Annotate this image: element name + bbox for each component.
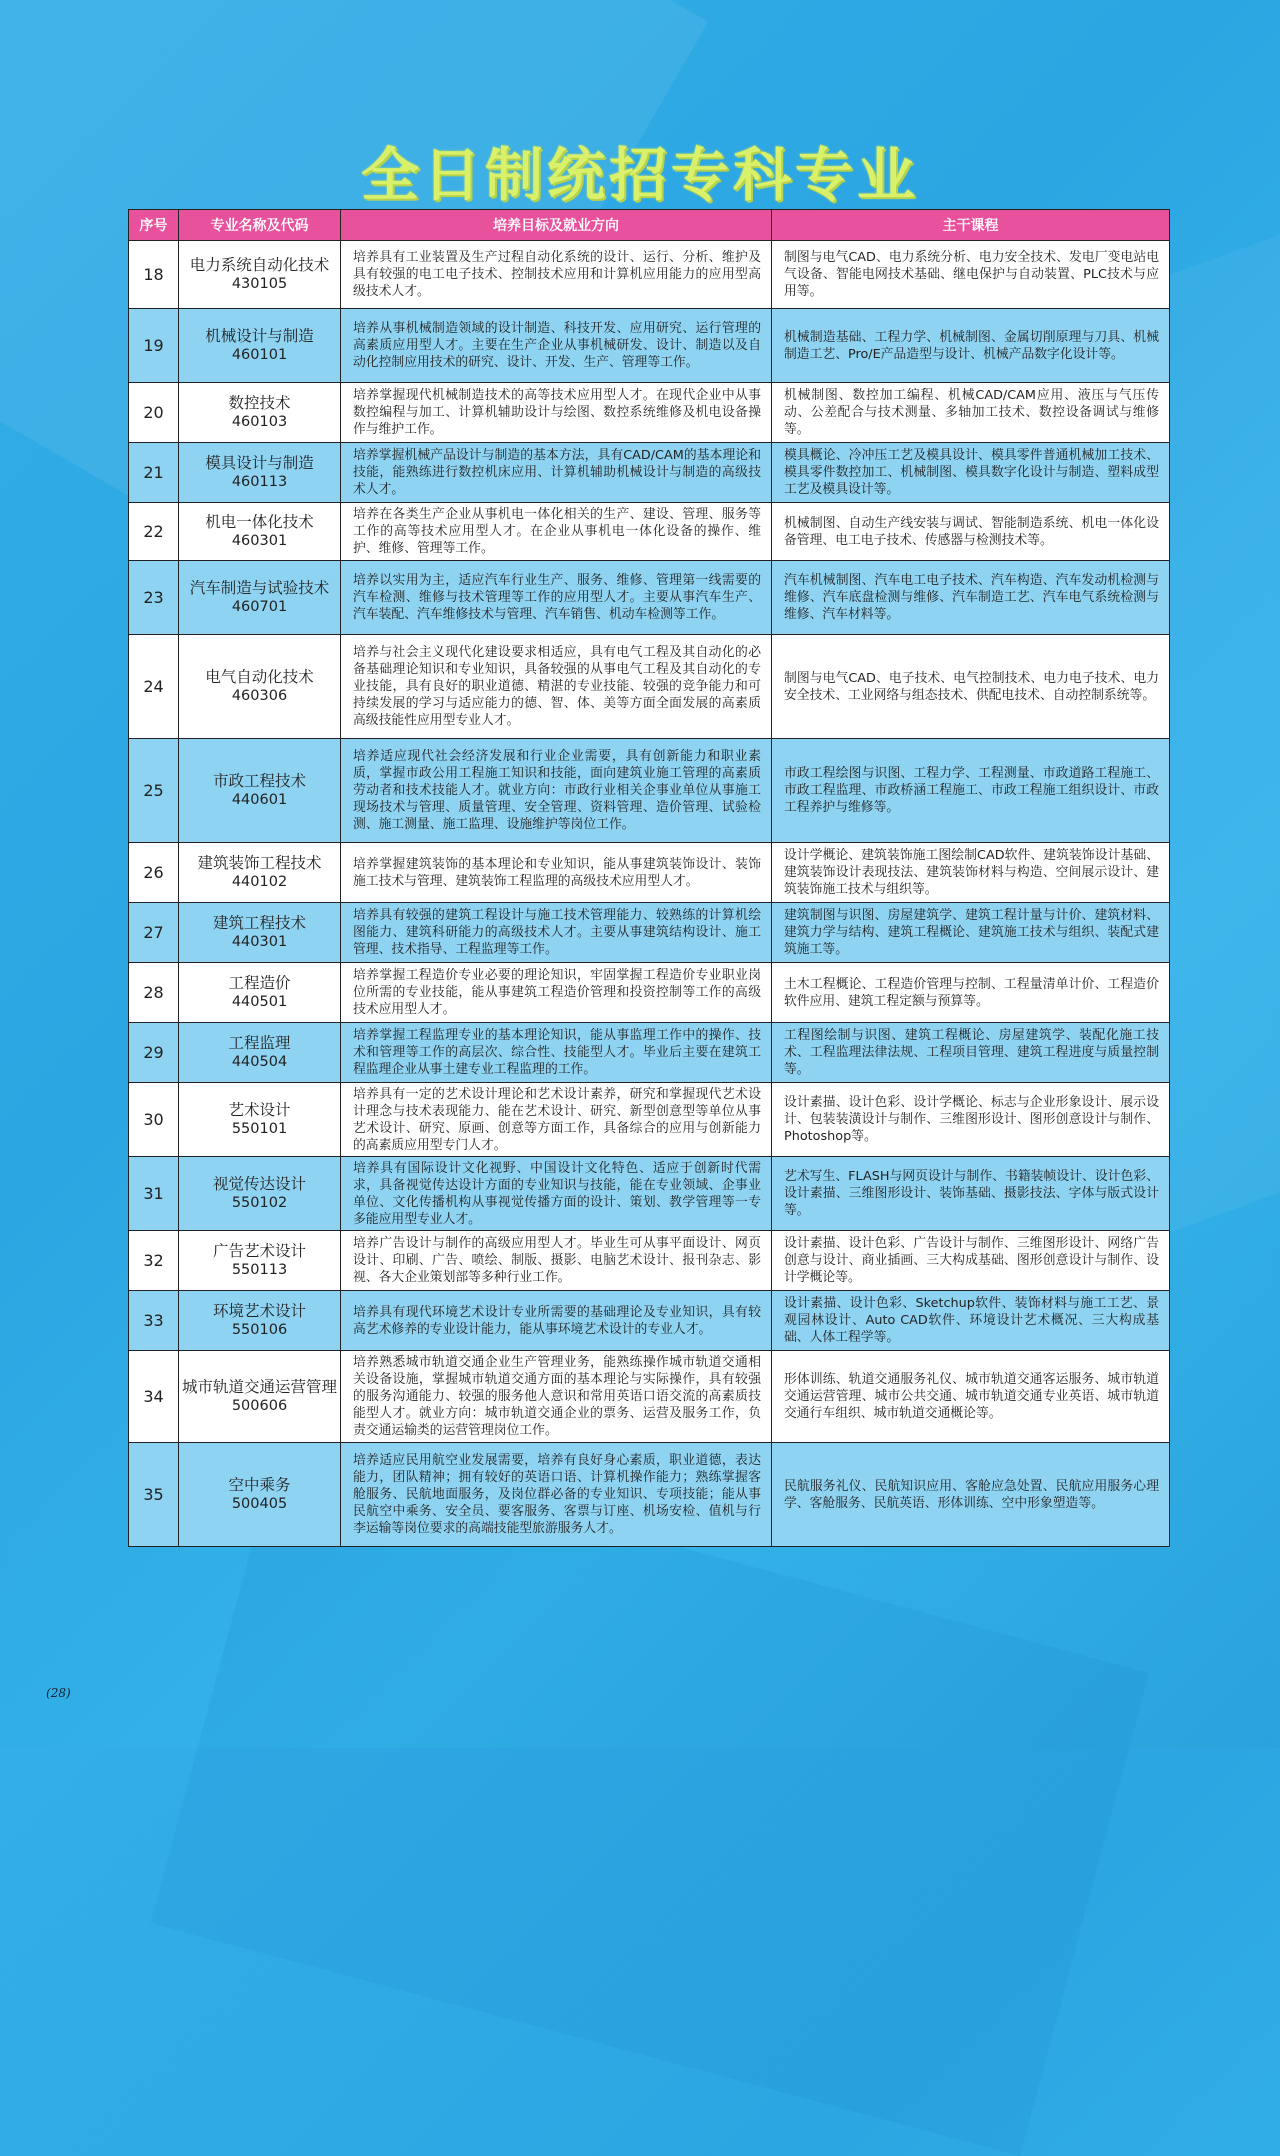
row-number: 20	[129, 383, 179, 443]
course-cell	[772, 1291, 1170, 1351]
row-number: 28	[129, 963, 179, 1023]
major-cell	[179, 739, 341, 843]
row-number: 18	[129, 241, 179, 309]
page-number: (28)	[46, 1686, 71, 1700]
major-code: 440501	[231, 994, 288, 1010]
major-cell	[179, 1351, 341, 1443]
major-name: 工程造价	[228, 974, 291, 992]
course-text: 土木工程概论、工程造价管理与控制、工程量清单计价、工程造价软件应用、建筑工程定额与预算等。	[784, 976, 1159, 1009]
major-name: 机电一体化技术	[205, 513, 314, 531]
table-row	[129, 739, 1170, 843]
goal-cell	[341, 1083, 772, 1157]
course-text: 形体训练、轨道交通服务礼仪、城市轨道交通客运服务、城市轨道交通运营管理、城市公共交通、城市轨道交通专业英语、城市轨道交通行车组织、城市轨道交通概论等。	[784, 1372, 1159, 1421]
major-cell	[179, 1443, 341, 1547]
goal-cell	[341, 1157, 772, 1231]
course-cell	[772, 241, 1170, 309]
major-code: 460306	[231, 688, 288, 704]
row-number: 19	[129, 309, 179, 383]
course-cell	[772, 1231, 1170, 1291]
course-cell	[772, 1083, 1170, 1157]
course-cell	[772, 1351, 1170, 1443]
major-name: 广告艺术设计	[212, 1242, 306, 1260]
course-cell	[772, 561, 1170, 635]
table-row	[129, 443, 1170, 503]
course-cell	[772, 383, 1170, 443]
table-row	[129, 241, 1170, 309]
goal-text: 培养掌握建筑装饰的基本理论和专业知识，能从事建筑装饰设计、装饰施工技术与管理、建筑装饰工程监理的高级技术应用型人才。	[353, 856, 761, 889]
major-code: 500606	[231, 1398, 288, 1414]
major-cell	[179, 503, 341, 561]
goal-cell	[341, 1443, 772, 1547]
course-cell	[772, 963, 1170, 1023]
row-number: 21	[129, 443, 179, 503]
major-code: 440102	[231, 874, 288, 890]
table-row	[129, 1351, 1170, 1443]
goal-cell	[341, 309, 772, 383]
course-cell	[772, 635, 1170, 739]
major-code: 460113	[231, 474, 288, 490]
goal-text: 培养适应现代社会经济发展和行业企业需要，具有创新能力和职业素质，掌握市政公用工程施工知识和技能，面向建筑业施工管理的高素质劳动者和技术技能人才。就业方向：市政行业相关企事业单位从事施工现场技术与管理、质量管理、安全管理、资料管理、造价管理、试验检测、施工测量、施工监理、设施维护等岗位工作。	[353, 749, 761, 832]
major-name: 电气自动化技术	[205, 668, 314, 686]
table-row	[129, 1157, 1170, 1231]
row-number: 23	[129, 561, 179, 635]
major-cell	[179, 1157, 341, 1231]
major-cell	[179, 241, 341, 309]
major-cell	[179, 635, 341, 739]
course-cell	[772, 1443, 1170, 1547]
row-number: 33	[129, 1291, 179, 1351]
major-cell	[179, 309, 341, 383]
row-number: 32	[129, 1231, 179, 1291]
goal-text: 培养熟悉城市轨道交通企业生产管理业务，能熟练操作城市轨道交通相关设备设施，掌握城市轨道交通方面的基本理论与实际操作，具有较强的服务沟通能力、较强的服务他人意识和常用英语口语交流的高素质技能型人才。就业方向：城市轨道交通企业的票务、运营及服务工作，负责交通运输类的运营管理岗位工作。	[353, 1355, 761, 1438]
goal-text: 培养掌握工程监理专业的基本理论知识，能从事监理工作中的操作、技术和管理等工作的高层次、综合性、技能型人才。毕业后主要在建筑工程监理企业从事土建专业工程监理的工作。	[353, 1028, 761, 1077]
row-number: 22	[129, 503, 179, 561]
major-cell	[179, 903, 341, 963]
goal-cell	[341, 903, 772, 963]
table-row	[129, 635, 1170, 739]
course-text: 市政工程绘图与识图、工程力学、工程测量、市政道路工程施工、市政工程监理、市政桥涵工程施工、市政工程施工组织设计、市政工程养护与维修等。	[784, 766, 1159, 815]
table-row	[129, 1023, 1170, 1083]
major-cell	[179, 1231, 341, 1291]
row-number: 35	[129, 1443, 179, 1547]
course-cell	[772, 843, 1170, 903]
major-name: 建筑装饰工程技术	[197, 854, 322, 872]
row-number: 31	[129, 1157, 179, 1231]
goal-text: 培养具有现代环境艺术设计专业所需要的基础理论及专业知识，具有较高艺术修养的专业设计能力，能从事环境艺术设计的专业人才。	[353, 1304, 761, 1337]
goal-text: 培养具有工业装置及生产过程自动化系统的设计、运行、分析、维护及具有较强的电工电子技术、控制技术应用和计算机应用能力的应用型高级技术人才。	[353, 250, 761, 299]
goal-cell	[341, 241, 772, 309]
course-text: 艺术写生、FLASH与网页设计与制作、书籍装帧设计、设计色彩、设计素描、三维图形设计、装饰基础、摄影技法、字体与版式设计等。	[784, 1169, 1159, 1218]
major-cell	[179, 1023, 341, 1083]
goal-cell	[341, 1351, 772, 1443]
goal-text: 培养具有一定的艺术设计理论和艺术设计素养，研究和掌握现代艺术设计理念与技术表现能力、能在艺术设计、研究、新型创意型等单位从事艺术设计、研究、原画、创意等方面工作，具备综合的应用与创新能力的高素质应用型专门人才。	[353, 1086, 761, 1153]
major-code: 460301	[231, 533, 288, 549]
major-code: 440504	[231, 1054, 288, 1070]
major-name: 建筑工程技术	[212, 914, 306, 932]
table-row	[129, 1231, 1170, 1291]
goal-cell	[341, 635, 772, 739]
major-code: 440301	[231, 934, 288, 950]
course-text: 设计素描、设计色彩、Sketchup软件、装饰材料与施工工艺、景观园林设计、Auto CAD软件、环境设计艺术概况、三大构成基础、人体工程学等。	[784, 1296, 1159, 1345]
table-row	[129, 383, 1170, 443]
goal-text: 培养与社会主义现代化建设要求相适应，具有电气工程及其自动化的必备基础理论知识和专业知识，具备较强的从事电气工程及其自动化的专业技能，具有良好的职业道德、精湛的专业技能、较强的竞争能力和可持续发展的学习与适应能力的德、智、体、美等方面全面发展的高素质高级技能性应用型专业人才。	[353, 645, 761, 728]
header-goal: 培养目标及就业方向	[341, 210, 772, 241]
table-row	[129, 309, 1170, 383]
page-number-value: 28	[50, 1686, 66, 1700]
course-text: 设计素描、设计色彩、广告设计与制作、三维图形设计、网络广告创意与设计、商业插画、三大构成基础、图形创意设计与制作、设计学概论等。	[784, 1236, 1159, 1285]
major-name: 城市轨道交通运营管理	[181, 1378, 337, 1396]
major-name: 环境艺术设计	[212, 1302, 306, 1320]
major-code: 550102	[231, 1195, 288, 1211]
goal-text: 培养掌握工程造价专业必要的理论知识，牢固掌握工程造价专业职业岗位所需的专业技能，能从事建筑工程造价管理和投资控制等工作的高级技术应用型人才。	[353, 968, 761, 1017]
course-text: 设计素描、设计色彩、设计学概论、标志与企业形象设计、展示设计、包装装潢设计与制作、三维图形设计、图形创意设计与制作、Photoshop等。	[784, 1095, 1159, 1144]
goal-cell	[341, 561, 772, 635]
table-row	[129, 1083, 1170, 1157]
table-header-row	[129, 210, 1170, 241]
major-code: 550113	[231, 1262, 288, 1278]
goal-text: 培养从事机械制造领域的设计制造、科技开发、应用研究、运行管理的高素质应用型人才。主要在生产企业从事机械研发、设计、制造以及自动化控制应用技术的研究、设计、开发、生产、管理等工作。	[353, 321, 761, 370]
table-row	[129, 503, 1170, 561]
row-number: 30	[129, 1083, 179, 1157]
majors-table	[128, 209, 1170, 1547]
course-text: 机械制图、自动生产线安装与调试、智能制造系统、机电一体化设备管理、电工电子技术、传感器与检测技术等。	[784, 515, 1159, 548]
course-text: 设计学概论、建筑装饰施工图绘制CAD软件、建筑装饰设计基础、建筑装饰设计表现技法、建筑装饰材料与构造、空间展示设计、建筑装饰施工技术与组织等。	[784, 848, 1159, 897]
course-cell	[772, 309, 1170, 383]
row-number: 27	[129, 903, 179, 963]
course-text: 机械制造基础、工程力学、机械制图、金属切削原理与刀具、机械制造工艺、Pro/E产品造型与设计、机械产品数字化设计等。	[784, 329, 1159, 362]
major-name: 电力系统自动化技术	[189, 256, 330, 274]
goal-text: 培养掌握机械产品设计与制造的基本方法，具有CAD/CAM的基本理论和技能，能熟练进行数控机床应用、计算机辅助机械设计与制造的高级技术人才。	[353, 448, 761, 497]
row-number: 26	[129, 843, 179, 903]
course-text: 工程图绘制与识图、建筑工程概论、房屋建筑学、装配化施工技术、工程监理法律法规、工程项目管理、建筑工程进度与质量控制等。	[784, 1028, 1159, 1077]
goal-text: 培养在各类生产企业从事机电一体化相关的生产、建设、管理、服务等工作的高等技术应用型人才。在企业从事机电一体化设备的操作、维护、维修、管理等工作。	[353, 507, 761, 556]
header-course: 主干课程	[772, 210, 1170, 241]
major-code: 550106	[231, 1322, 288, 1338]
course-text: 制图与电气CAD、电力系统分析、电力安全技术、发电厂变电站电气设备、智能电网技术基础、继电保护与自动装置、PLC技术与应用等。	[784, 250, 1159, 299]
major-code: 440601	[231, 792, 288, 808]
course-text: 建筑制图与识图、房屋建筑学、建筑工程计量与计价、建筑材料、建筑力学与结构、建筑工程概论、建筑施工技术与组织、装配式建筑施工等。	[784, 908, 1159, 957]
course-cell	[772, 903, 1170, 963]
major-code: 430105	[231, 276, 288, 292]
table-row	[129, 963, 1170, 1023]
major-cell	[179, 963, 341, 1023]
row-number: 24	[129, 635, 179, 739]
major-code: 550101	[231, 1121, 288, 1137]
goal-cell	[341, 383, 772, 443]
goal-text: 培养具有国际设计文化视野、中国设计文化特色、适应于创新时代需求，具备视觉传达设计方面的专业知识与技能，能在专业领域、企事业单位、文化传播机构从事视觉传播方面的设计、策划、教学管理等一专多能应用型专业人才。	[353, 1160, 761, 1227]
major-cell	[179, 443, 341, 503]
major-name: 市政工程技术	[212, 772, 306, 790]
course-cell	[772, 739, 1170, 843]
major-code: 460101	[231, 347, 288, 363]
course-text: 民航服务礼仪、民航知识应用、客舱应急处置、民航应用服务心理学、客舱服务、民航英语、形体训练、空中形象塑造等。	[784, 1478, 1159, 1511]
header-no: 序号	[129, 210, 179, 241]
major-code: 460701	[231, 599, 288, 615]
page-title: 全日制统招专科专业	[360, 141, 919, 209]
goal-cell	[341, 843, 772, 903]
course-text: 汽车机械制图、汽车电工电子技术、汽车构造、汽车发动机检测与维修、汽车底盘检测与维修、汽车制造工艺、汽车电气系统检测与维修、汽车材料等。	[784, 573, 1159, 622]
table-row	[129, 1443, 1170, 1547]
major-name: 艺术设计	[228, 1101, 291, 1119]
table-body	[129, 241, 1170, 1547]
goal-text: 培养广告设计与制作的高级应用型人才。毕业生可从事平面设计、网页设计、印刷、广告、喷绘、制版、摄影、电脑艺术设计、报刊杂志、影视、各大企业策划部等多种行业工作。	[353, 1236, 761, 1285]
course-cell	[772, 1023, 1170, 1083]
major-name: 模具设计与制造	[205, 454, 314, 472]
goal-cell	[341, 1291, 772, 1351]
major-name: 视觉传达设计	[212, 1175, 306, 1193]
course-cell	[772, 503, 1170, 561]
goal-cell	[341, 1023, 772, 1083]
major-code: 500405	[231, 1496, 288, 1512]
major-name: 数控技术	[228, 394, 291, 412]
major-cell	[179, 1083, 341, 1157]
major-code: 460103	[231, 414, 288, 430]
goal-text: 培养以实用为主，适应汽车行业生产、服务、维修、管理第一线需要的汽车检测、维修与技术管理等工作的应用型人才。主要从事汽车生产、汽车装配、汽车维修技术与管理、汽车销售、机动车检测等工作。	[353, 573, 761, 622]
major-cell	[179, 843, 341, 903]
goal-cell	[341, 503, 772, 561]
table-row	[129, 843, 1170, 903]
goal-text: 培养具有较强的建筑工程设计与施工技术管理能力、较熟练的计算机绘图能力、建筑科研能力的高级技术人才。主要从事建筑结构设计、施工管理、技术指导、工程监理等工作。	[353, 908, 761, 957]
row-number: 34	[129, 1351, 179, 1443]
goal-text: 培养适应民用航空业发展需要，培养有良好身心素质，职业道德，表达能力，团队精神；拥有较好的英语口语、计算机操作能力；熟练掌握客舱服务、民航地面服务，及岗位群必备的专业知识、专项技能；能从事民航空中乘务、安全员、要客服务、客票与订座、机场安检、值机与行李运输等岗位要求的高端技能型旅游服务人才。	[353, 1453, 761, 1536]
major-name: 空中乘务	[228, 1476, 291, 1494]
row-number: 25	[129, 739, 179, 843]
table-row	[129, 903, 1170, 963]
course-text: 机械制图、数控加工编程、机械CAD/CAM应用、液压与气压传动、公差配合与技术测量、多轴加工技术、数控设备调试与维修等。	[784, 388, 1159, 437]
major-name: 机械设计与制造	[205, 327, 314, 345]
table-row	[129, 561, 1170, 635]
goal-cell	[341, 963, 772, 1023]
major-name: 汽车制造与试验技术	[189, 579, 330, 597]
background-shape	[151, 1440, 1150, 2156]
goal-cell	[341, 1231, 772, 1291]
row-number: 29	[129, 1023, 179, 1083]
header-name: 专业名称及代码	[179, 210, 341, 241]
major-cell	[179, 561, 341, 635]
goal-text: 培养掌握现代机械制造技术的高等技术应用型人才。在现代企业中从事数控编程与加工、计算机辅助设计与绘图、数控系统维修及机电设备操作与维护工作。	[353, 388, 761, 437]
major-cell	[179, 383, 341, 443]
course-cell	[772, 443, 1170, 503]
major-cell	[179, 1291, 341, 1351]
course-text: 模具概论、冷冲压工艺及模具设计、模具零件普通机械加工技术、模具零件数控加工、机械制图、模具数字化设计与制造、塑料成型工艺及模具设计等。	[784, 448, 1159, 497]
course-text: 制图与电气CAD、电子技术、电气控制技术、电力电子技术、电力安全技术、工业网络与组态技术、供配电技术、自动控制系统等。	[784, 670, 1159, 703]
course-cell	[772, 1157, 1170, 1231]
goal-cell	[341, 443, 772, 503]
major-name: 工程监理	[228, 1034, 291, 1052]
table-row	[129, 1291, 1170, 1351]
goal-cell	[341, 739, 772, 843]
